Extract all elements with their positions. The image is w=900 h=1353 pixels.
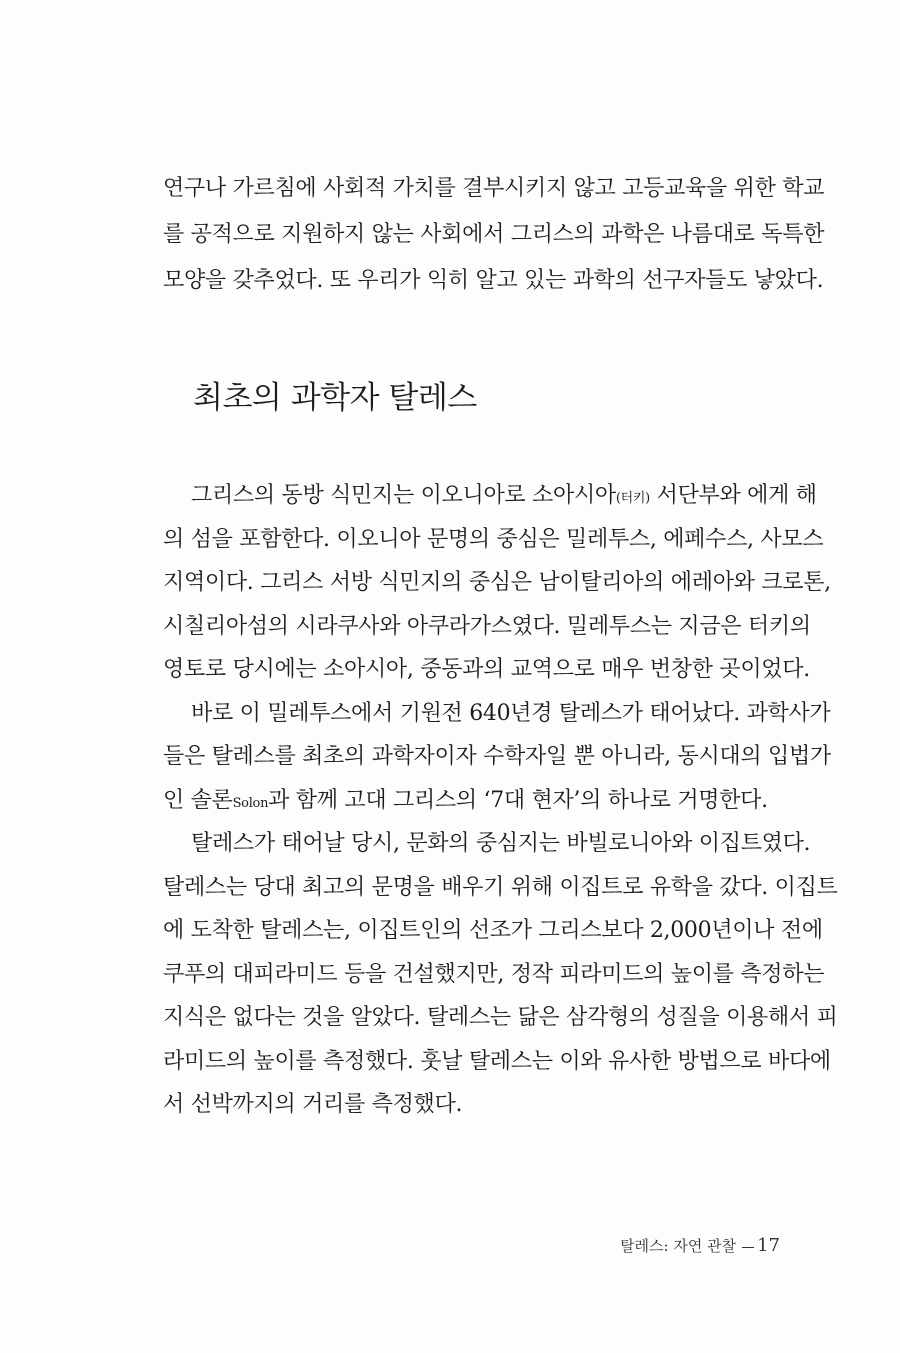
text-line: 라미드의 높이를 측정했다. 훗날 탈레스는 이와 유사한 방법으로 바다에: [163, 1048, 831, 1074]
text-line: 를 공적으로 지원하지 않는 사회에서 그리스의 과학은 나름대로 독특한: [163, 222, 825, 247]
text-fragment: 인 솔론: [163, 787, 233, 813]
section-heading: 최초의 과학자 탈레스: [193, 380, 477, 416]
page-number: 17: [757, 1235, 780, 1256]
text-line: [163, 474, 817, 518]
text-line: 영토로 당시에는 소아시아, 중동과의 교역으로 매우 번창한 곳이었다.: [163, 657, 810, 682]
footer-dash: [742, 1247, 754, 1248]
text-line: 모양을 갖추었다. 또 우리가 익히 알고 있는 과학의 선구자들도 낳았다.: [163, 268, 824, 293]
text-line: 연구나 가르침에 사회적 가치를 결부시키지 않고 고등교육을 위한 학교: [163, 176, 825, 201]
text-line: 탈레스는 당대 최고의 문명을 배우기 위해 이집트로 유학을 갔다. 이집트: [163, 874, 838, 900]
text-line: 탈레스가 태어날 당시, 문화의 중심지는 바빌로니아와 이집트였다.: [191, 831, 811, 856]
text-fragment: 그리스의 동방 식민지는 이오니아로 소아시아: [191, 483, 616, 508]
text-line: 쿠푸의 대피라미드 등을 건설했지만, 정작 피라미드의 높이를 측정하는: [163, 961, 825, 987]
body-text: [163, 474, 838, 1127]
foreign-term: Solon: [232, 795, 269, 811]
intro-paragraph: [163, 166, 825, 304]
text-fragment: 과 함께 고대 그리스의 ‘7대 현자’의 하나로 거명한다.: [268, 787, 768, 813]
text-line: 바로 이 밀레투스에서 기원전 640년경 탈레스가 태어났다. 과학사가: [191, 700, 831, 726]
page-footer: [620, 1236, 780, 1256]
text-line: [163, 779, 783, 823]
text-line: 에 도착한 탈레스는, 이집트인의 선조가 그리스보다 2,000년이나 전에: [163, 918, 823, 943]
text-line: 지역이다. 그리스 서방 식민지의 중심은 남이탈리아의 에레아와 크로톤,: [163, 570, 831, 595]
text-line: 서 선박까지의 거리를 측정했다.: [163, 1092, 463, 1117]
running-title: 탈레스: 자연 관찰: [620, 1237, 737, 1255]
text-line: 의 섬을 포함한다. 이오니아 문명의 중심은 밀레투스, 에페수스, 사모스: [163, 526, 824, 552]
text-fragment: 서단부와 에게 해: [649, 483, 817, 508]
text-line: 시칠리아섬의 시라쿠사와 아쿠라가스였다. 밀레투스는 지금은 터키의: [163, 613, 811, 639]
parenthetical: (터키): [615, 491, 650, 506]
text-line: 들은 탈레스를 최초의 과학자이자 수학자일 뿐 아니라, 동시대의 입법가: [163, 744, 831, 769]
text-line: 지식은 없다는 것을 알았다. 탈레스는 닮은 삼각형의 성질을 이용해서 피: [163, 1005, 838, 1030]
